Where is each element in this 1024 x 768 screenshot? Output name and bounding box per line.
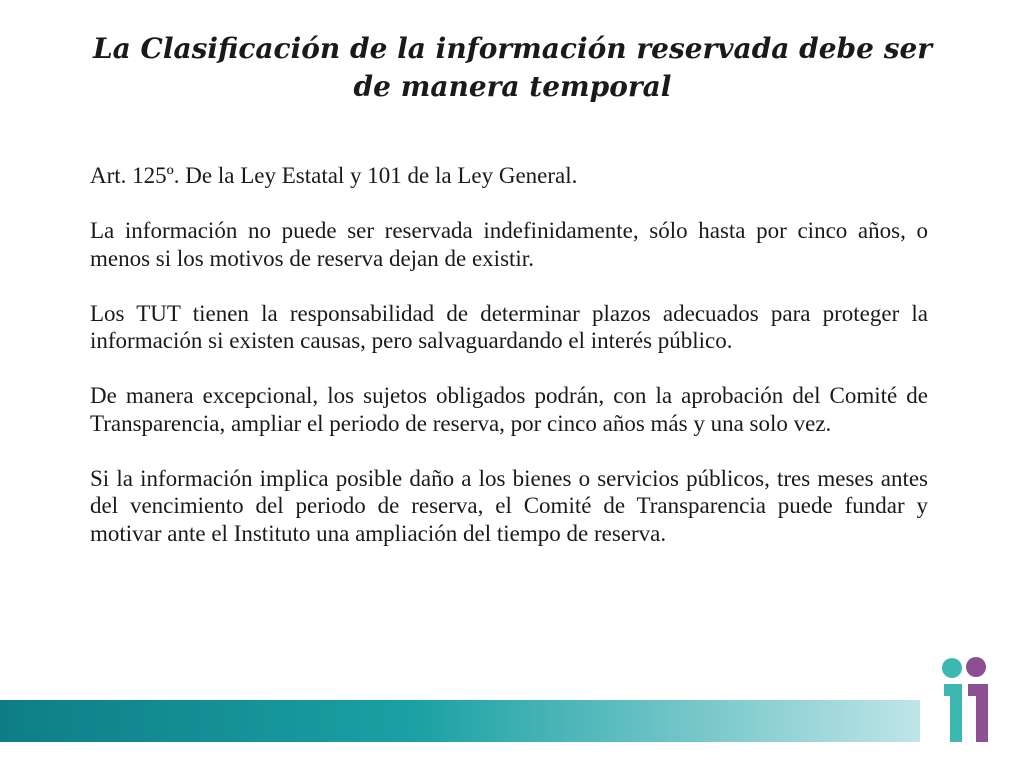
logo-teal-stem bbox=[944, 684, 962, 742]
paragraph-article: Art. 125º. De la Ley Estatal y 101 de la Ley General. bbox=[90, 163, 578, 188]
paragraph-reservation-limit: La información no puede ser reservada indefinidamente, sólo hasta por cinco años, o menos si los motivos de reserva dejan de existir. bbox=[90, 218, 928, 271]
paragraph-exceptional-extension: De manera excepcional, los sujetos obligados podrán, con la aprobación del Comité de Transparencia, ampliar el periodo de reserva, por cinco años más y una solo vez. bbox=[90, 383, 928, 436]
logo-purple-dot bbox=[966, 657, 986, 677]
institute-logo-icon bbox=[938, 654, 994, 746]
logo-teal-dot bbox=[942, 658, 962, 678]
footer-band bbox=[0, 700, 920, 742]
slide-body bbox=[90, 162, 928, 575]
slide-title: La Clasificación de la información reservada debe ser de manera temporal bbox=[92, 32, 933, 103]
paragraph-damage-extension: Si la información implica posible daño a los bienes o servicios públicos, tres meses antes del vencimiento del periodo de reserva, el Comité de Transparencia puede fundar y motivar ante el Instituto una ampliación del tiempo de reserva. bbox=[90, 465, 928, 546]
logo-purple-stem bbox=[968, 684, 988, 742]
paragraph-tut-responsibility: Los TUT tienen la responsabilidad de determinar plazos adecuados para proteger la información si existen causas, pero salvaguardando el interés público. bbox=[90, 300, 928, 353]
